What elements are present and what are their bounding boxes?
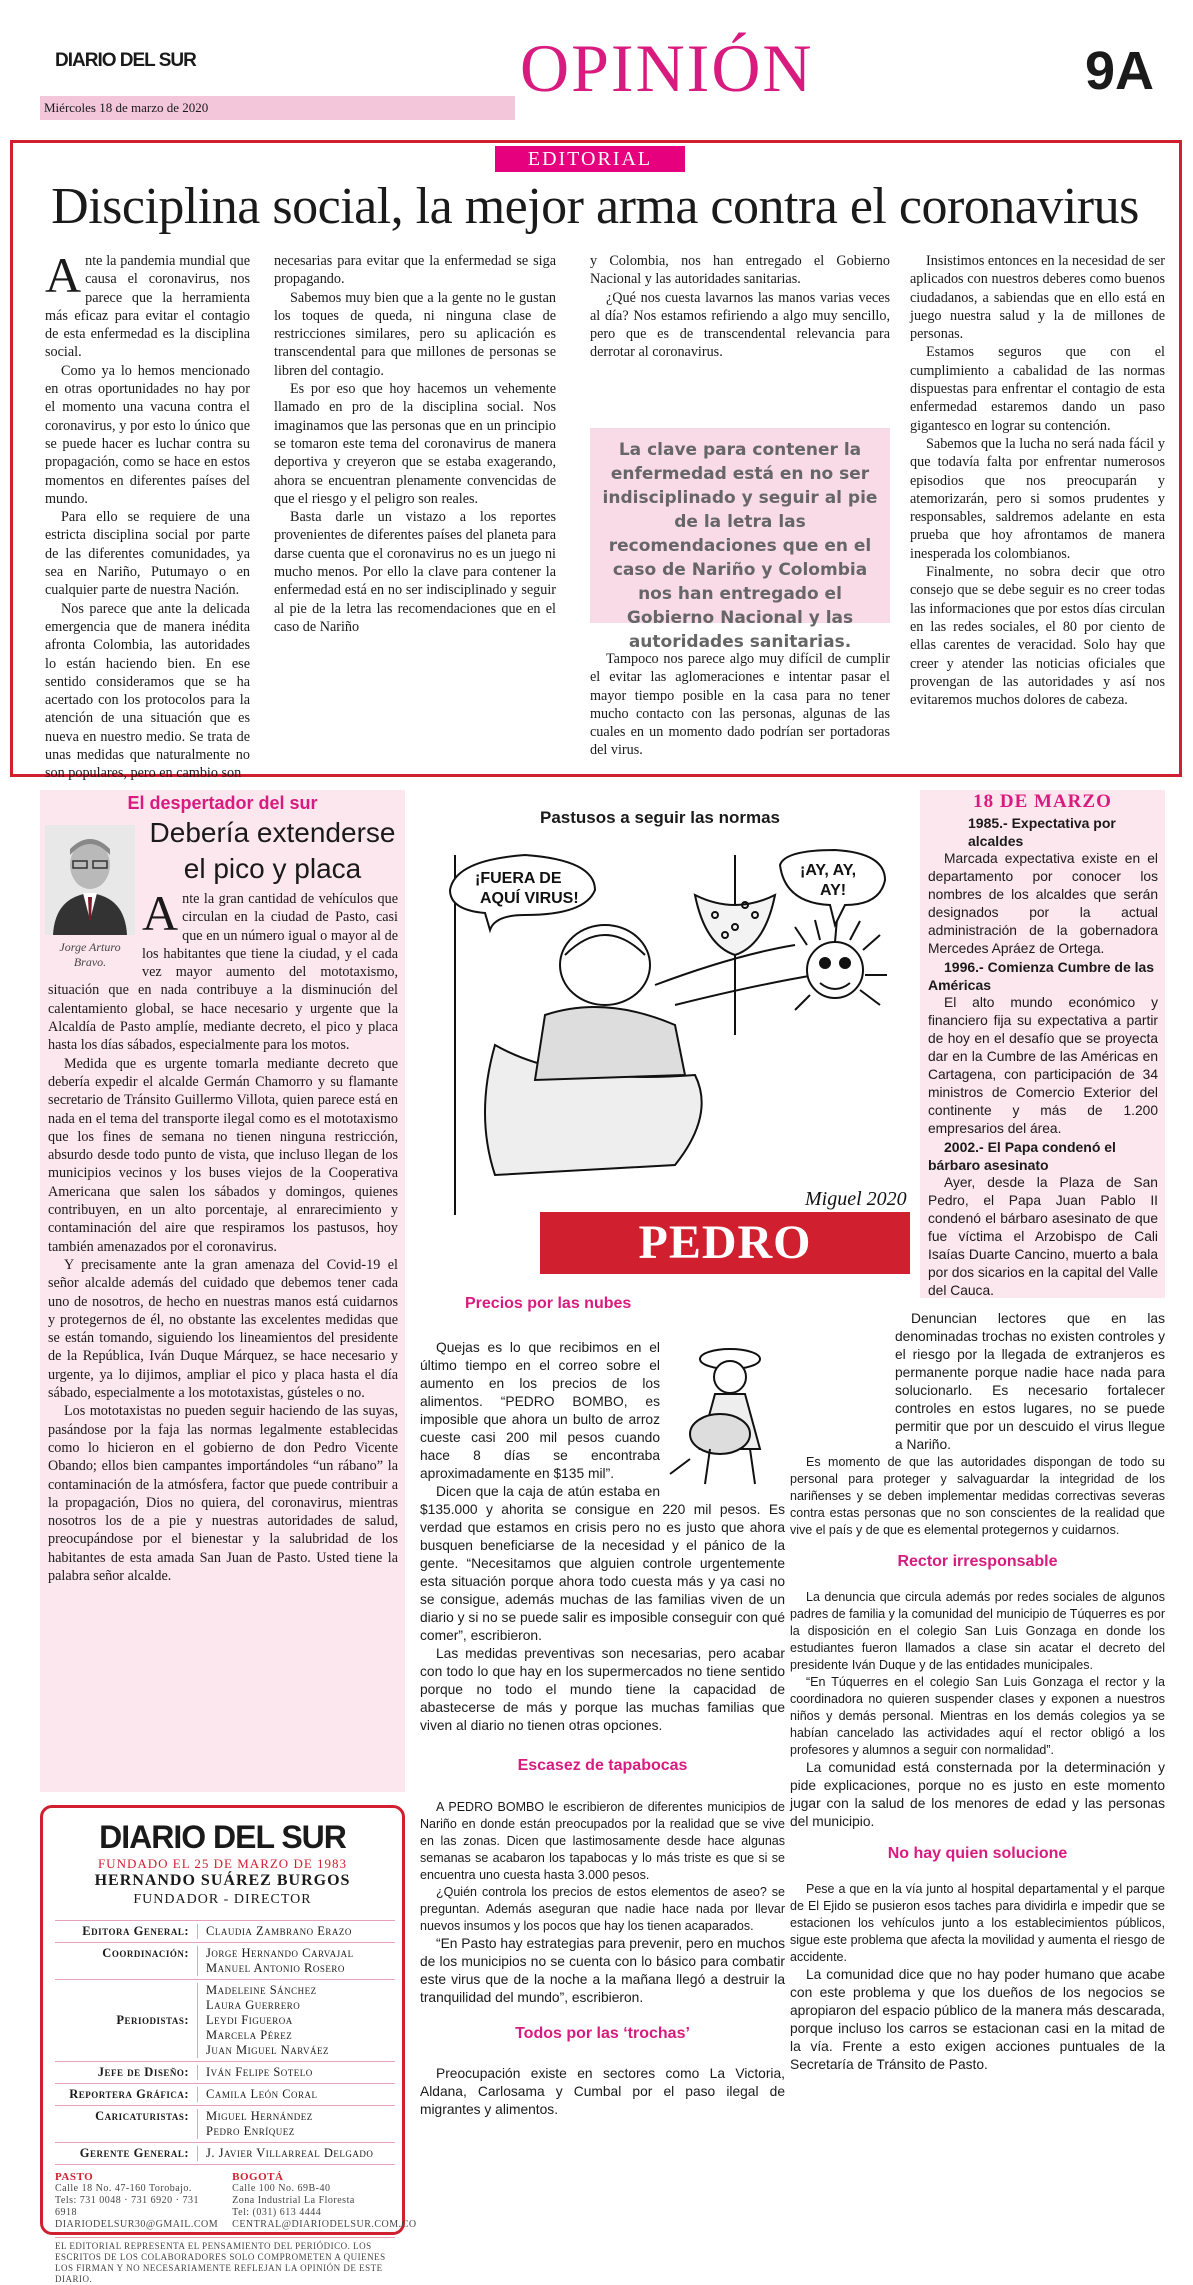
- paragraph: Sabemos que la lucha no será nada fácil y que todavía falta por enfrentar numerosos episodios que nos preocuparán y atemorizarán, pero si somos prudentes y responsables, saldremos adelante en esta prueba que hoy afrontamos de manera inesperada los colombianos.: [910, 435, 1165, 562]
- author-name: Jorge Arturo Bravo.: [59, 940, 121, 969]
- disclaimer: EL EDITORIAL REPRESENTA EL PENSAMIENTO DEL PERIÓDICO. LOS ESCRITOS DE LOS COLABORADORES SOLO COMPROMETEN A QUIENES LOS FIRMAN Y NO NECESARIAMENTE REFLEJAN LA OPINIÓN DE ESTE DIARIO.: [55, 2237, 395, 2285]
- paragraph: Es por eso que hoy hacemos un vehemente llamado en pro de la disciplina social. Nos imaginamos que las personas que en un principio se tomaron este tema del coronavirus de manera deportiva y creyeron que se estaba exagerando, ahora se encuentran plenamente convencidas de que el riesgo y el peligro son reales.: [274, 381, 556, 507]
- history-entries: [928, 814, 1158, 1300]
- editorial-column-1: [45, 247, 250, 783]
- svg-text:¡FUERA DE: ¡FUERA DE: [475, 870, 562, 887]
- staff-names: Jorge Hernando Carvajal Manuel Antonio Rosero: [197, 1946, 395, 1976]
- pedro-bombo-right: [790, 1310, 1165, 2074]
- history-entry-head: 1985.- Expectativa por alcaldes: [968, 815, 1116, 849]
- paragraph: Quejas es lo que recibimos en el último tiempo en el correo sobre el aumento en los precios de los alimentos. “PEDRO BOMBO, es imposible que ahora un bulto de arroz cueste casi 200 mil pesos cuando hace 8 días se encontraba aproximadamente en $135 mil”.: [420, 1340, 660, 1481]
- history-title: 18 DE MARZO: [973, 791, 1112, 812]
- paragraph: La denuncia que circula además por redes sociales de algunos padres de familia y la comunidad del municipio de Túquerres es por la disposición en el colegio San Luis Gonzaga en donde los estudiantes fueron llamados a clase sin acatar el decreto del presidente Iván Duque y de las entidades municipales.: [790, 1590, 1165, 1672]
- paragraph: necesarias para evitar que la enfermedad se siga propagando.: [274, 253, 556, 288]
- subsection-title: Todos por las ‘trochas’: [515, 2025, 690, 2042]
- paragraph: Tampoco nos parece algo muy difícil de cumplir el evitar las aglomeraciones e intentar pasar el mayor tiempo posible en la casa para no tener mucho contacto con las personas, algunas de las cuales en un momento dado podrían ser portadoras del virus.: [590, 651, 890, 759]
- paragraph: La comunidad está consternada por la determinación y pide explicaciones, porque no es justo en este momento jugar con la salud de los menores de edad y las personas del municipio.: [790, 1760, 1165, 1829]
- staff-role: Periodistas:: [116, 2013, 189, 2027]
- paragraph: Finalmente, no sobra decir que otro consejo que se debe seguir es no creer todas las informaciones que por estos días circulan en las redes sociales, el 80 por ciento de ellas carentes de veracidad. Solo hay que creer y atender las noticias oficiales que provengan de las autoridades y así nos evitaremos muchos dolores de cabeza.: [910, 564, 1165, 709]
- history-entry-head: 1996.- Comienza Cumbre de las Américas: [928, 959, 1155, 993]
- svg-text:AY!: AY!: [820, 882, 847, 899]
- paragraph: Estamos seguros que con el cumplimiento a cabalidad de las normas dispuestas para enfrentar el contagio de esta enfermedad estaremos dando un paso gigantesco en lograr su contención.: [910, 344, 1165, 434]
- subsection-title: Escasez de tapabocas: [517, 1757, 688, 1774]
- staff-row: [55, 2061, 395, 2083]
- staff-row: [55, 2105, 395, 2142]
- staff-role: Editora General:: [82, 1924, 189, 1938]
- staff-row: [55, 1942, 395, 1979]
- character-illustration: [660, 1339, 785, 1489]
- staff-names: J. Javier Villarreal Delgado: [197, 2146, 395, 2161]
- staff-role: Gerente General:: [79, 2146, 189, 2160]
- masthead-logo: DIARIO DEL SUR: [55, 50, 196, 71]
- paragraph: Y precisamente ante la gran amenaza del Covid-19 el señor alcalde además del cuidado que debemos tener cada uno de nosotros, de hecho en nuestras manos está cuidarnos y protegernos de él, no obstante las excelentes medidas que se están tomando, siguiendo los lineamientos del presidente de la República, Iván Duque Márquez, se hace necesario y urgente, ya lo dijimos, ampliar el pico y placa hasta el día sábado, especialmente a los mototaxistas, gústeles o no.: [48, 1256, 398, 1402]
- pasto-label: PASTO: [55, 2171, 94, 2183]
- bogota-address: Calle 100 No. 69B-40 Zona Industrial La Floresta Tel: (031) 613 4444 CENTRAL@DIARIODELSUR.COM.CO: [232, 2183, 417, 2230]
- staff-names: Iván Felipe Sotelo: [197, 2065, 395, 2080]
- subsection-title: Rector irresponsable: [897, 1553, 1058, 1570]
- pasto-address: Calle 18 No. 47-160 Torobajo. Tels: 731 0048 · 731 6920 · 731 6918 DIARIODELSUR30@GMAIL.COM: [55, 2183, 219, 2230]
- founder-name: HERNANDO SUÁREZ BURGOS: [94, 1872, 351, 1889]
- editorial-column-3b: [590, 650, 890, 760]
- svg-text:¡AY, AY,: ¡AY, AY,: [800, 862, 857, 879]
- pedro-bombo-left: [420, 1295, 785, 2119]
- paragraph: “En Pasto hay estrategias para prevenir, pero en muchos de los municipios no se cuenta con lo básico para combatir este virus que de la noche a la mañana llegó a destruir la tranquilidad del mundo”, escribieron.: [420, 1936, 785, 2005]
- paragraph: Para ello se requiere de una estricta disciplina social por parte de las diferentes comunidades, ya sea en Nariño, Putumayo o en cualquier parte de nuestra Nación.: [45, 509, 250, 599]
- page-number: 9A: [1085, 41, 1155, 101]
- staff-names: Camila León Coral: [197, 2087, 395, 2102]
- paragraph: Es momento de que las autoridades dispongan de todo su personal para proteger y salvaguardar la integridad de los nariñenses y se deben implementar medidas correctivas severas contra estas personas que no son conscientes de la realidad que vive el país y de que es elemental protegernos y cuidarnos.: [790, 1455, 1165, 1537]
- staff-logo: DIARIO DEL SUR: [99, 1819, 346, 1855]
- staff-role: Coordinación:: [102, 1946, 189, 1960]
- paragraph: Preocupación existe en sectores como La Victoria, Aldana, Carlosama y Cumbal por el paso ilegal de migrantes y alimentos.: [420, 2066, 785, 2117]
- history-entry-text: El alto mundo económico y financiero fija su expectativa a partir de hoy en el desafío que se proyecta dar en la Cumbre de las Américas en Cartagena, con participación de 34 ministros de Comercio Exterior del continente y más de 1.200 empresarios del área.: [928, 995, 1158, 1136]
- editorial-column-3: [590, 252, 890, 362]
- paragraph: Las medidas preventivas son necesarias, pero acabar con todo lo que hay en los supermercados no tiene sentido porque no todo el mundo tiene la capacidad de abastecerse de más y porque las muchas familias que viven al diario no tienen otras opciones.: [420, 1646, 785, 1733]
- paragraph: ¿Qué nos cuesta lavarnos las manos varias veces al día? Nos estamos refiriendo a algo muy sencillo, pero que es de transcendental relevancia para derrotar al coronavirus.: [590, 289, 890, 361]
- paragraph: Sabemos muy bien que a la gente no le gustan los toques de queda, ni ninguna clase de restricciones similares, pero su aplicación es transcendental para que millones de personas se libren del contagio.: [274, 289, 556, 379]
- bogota-label: BOGOTÁ: [232, 2171, 284, 2183]
- column-title: El despertador del sur: [127, 793, 318, 813]
- subsection-title: No hay quien solucione: [887, 1845, 1068, 1862]
- paragraph: Pese a que en la vía junto al hospital departamental y el parque de El Ejido se pusieron esos taches para dividirla e impedir que se estacionen los vehículos junto a los establecimientos públicos, sigue este problema que afecta la movilidad y aumenta el riesgo de accidente.: [790, 1882, 1165, 1964]
- dropcap: A: [142, 885, 179, 941]
- paragraph: ¿Quién controla los precios de estos elementos de aseo? se preguntan. Además aseguran que nadie hace nada por llevar nuevos insumos y los pocos que hay los tienen acaparados.: [420, 1885, 785, 1933]
- dropcap: A: [45, 247, 82, 303]
- paragraph: A PEDRO BOMBO le escribieron de diferentes municipios de Nariño en donde están preocupados por la realidad que se vive en las zonas. Dicen que lastimosamente desde hace algunas semanas se acabaron los tapabocas y lo más triste es que si se encuentra uno cuesta hasta 3.000 pesos.: [420, 1800, 785, 1882]
- staff-role: Caricaturistas:: [95, 2109, 189, 2123]
- history-entry-head: 2002.- El Papa condenó el bárbaro asesinato: [928, 1139, 1116, 1173]
- column-headline: Debería extenderse el pico y placa: [149, 817, 396, 884]
- paragraph: Dicen que la caja de atún estaba en $135.000 y ahorita se consigue en 220 mil pesos. Es verdad que estamos en crisis pero no es justo que ahora busquen beneficiarse de la necesidad y el pánico de la gente. “Necesitamos que alguien controle urgentemente esta situación porque ahora todo cuesta más y ya casi no se consigue, además muchas de las familias viven de un diario y si no se puede salir es imposible conseguir con qué comer”, escribieron.: [420, 1484, 785, 1643]
- paragraph: Basta darle un vistazo a los reportes provenientes de diferentes países del planeta para darse cuenta que el coronavirus no es un juego ni mucho menos. Por ello la clave para contener la enfermedad está en no ser indisciplinado y seguir al pie de la letra las recomendaciones que en el caso de Nariño: [274, 509, 556, 635]
- section-title: OPINIÓN: [520, 30, 814, 106]
- staff-role: Jefe de Diseño:: [97, 2065, 189, 2079]
- history-entry-text: Ayer, desde la Plaza de San Pedro, el Papa Juan Pablo II condenó el bárbaro asesinato de que fue víctima el Arzobispo de Cali Isaías Duarte Cancino, muerto a bala por dos sicarios en la capital del Valle del Cauca.: [928, 1175, 1158, 1298]
- editorial-column-4: [910, 252, 1165, 709]
- staff-names: Claudia Zambrano Erazo: [197, 1924, 395, 1939]
- staff-row: [55, 1920, 395, 1942]
- paragraph: Nos parece que ante la delicada emergencia que de manera inédita afronta Colombia, las autoridades lo están haciendo bien. En ese sentido consideramos que se ha acertado con los protocolos para la atención de una situación que es nueva en nuestro medio. Se trata de unas medidas que naturalmente no son populares, pero en cambio son: [45, 600, 250, 782]
- paragraph: y Colombia, nos han entregado el Gobierno Nacional y las autoridades sanitarias.: [590, 253, 890, 288]
- svg-text:AQUÍ VIRUS!: AQUÍ VIRUS!: [480, 890, 579, 907]
- staff-row: [55, 2083, 395, 2105]
- editorial-tag: EDITORIAL: [495, 146, 685, 172]
- column-body: [48, 885, 398, 1585]
- staff-role: Reportera Gráfica:: [69, 2087, 189, 2101]
- editorial-headline: Disciplina social, la mejor arma contra el coronavirus: [51, 178, 1139, 235]
- issue-date: Miércoles 18 de marzo de 2020: [40, 96, 515, 120]
- addresses: [55, 2171, 417, 2231]
- paragraph: Los mototaxistas no pueden seguir haciendo de las suyas, pasándose por la faja las normas legalmente establecidas como lo hicieron en el gobierno de don Pedro Vicente Obando; ellos bien campantes importándoles “un rábano” la contaminación de la atmósfera, factor que puede contribuir a la propagación, Dios no quiera, del coronavirus, mientras nosotros los de a pie y nuestras autoridades de salud, preocupándose por el bienestar y la salubridad de los habitantes de esta amada San Juan de Pasto. Usted tiene la palabra señor alcalde.: [48, 1403, 398, 1584]
- paragraph: La comunidad dice que no hay poder humano que acabe con este problema y que los dueños de los negocios se apropiaron del espacio público de la manera más descarada, porque incluso los carros se estacionan casi en la mitad de la vía. Frente a esto exigen acciones puntuales de la Secretaría de Tránsito de Pasto.: [790, 1967, 1165, 2072]
- subsection-title: Precios por las nubes: [465, 1295, 632, 1312]
- pull-quote: La clave para contener la enfermedad está en no ser indisciplinado y seguir al pie de la letra las recomendaciones que en el caso de Nariño y Colombia nos han entregado el Gobierno Nacional y las autoridades sanitarias.: [590, 428, 890, 623]
- cartoon-title: Pastusos a seguir las normas: [540, 808, 780, 827]
- editorial-column-2: [270, 252, 560, 636]
- paragraph: Medida que es urgente tomarla mediante decreto que debería expedir el alcalde Germán Chamorro y su flamante secretario de Tránsito Guillermo Villota, quien parece está en nada en el tema del transporte ilegal como es el mototaxismo que los fines de semana no tienen ninguna restricción, absurdo desde todo punto de vista, que incluso llegan de los municipios vecinos y los buses viejos de la Cooperativa Americana que salen los sábados y domingos, quienes contribuyen, en un alto porcentaje, al enrarecimiento y contaminación del aire que respiramos los pastusos, hoy también amenazados por el coronavirus.: [48, 1055, 398, 1255]
- staff-names: Miguel Hernández Pedro Enríquez: [197, 2109, 395, 2139]
- founded-date: FUNDADO EL 25 DE MARZO DE 1983: [97, 1856, 348, 1871]
- founder-role: FUNDADOR - DIRECTOR: [133, 1892, 312, 1907]
- staff-row: [55, 1979, 395, 2061]
- paragraph: Como ya lo hemos mencionado en otras oportunidades no hay por el momento una vacuna contra el coronavirus, y por esto lo único que se puede hacer es luchar contra su propagación, como se hace en estos momentos en diferentes países del mundo.: [45, 362, 250, 507]
- staff-names: Madeleine Sánchez Laura Guerrero Leydi Figueroa Marcela Pérez Juan Miguel Narváez: [197, 1983, 395, 2058]
- cartoon-illustration: [435, 835, 910, 1220]
- svg-text:Miguel 2020: Miguel 2020: [805, 1188, 907, 1210]
- staff-row: [55, 2142, 395, 2165]
- history-entry-text: Marcada expectativa existe en el departamento por conocer los nombres de los alcaldes que serán designados por la actual administración de la gobernadora Mercedes Apráez de Ortega.: [928, 851, 1158, 956]
- paragraph: Denuncian lectores que en las denominadas trochas no existen controles y el riesgo por la llegada de extranjeros es permanente porque nadie hace nada para solucionarlo. Es necesario fortalecer controles en estos lugares, no se puede permitir que por un descuido el virus llegue a Nariño.: [895, 1311, 1165, 1452]
- paragraph: “En Túquerres en el colegio San Luis Gonzaga el rector y la coordinadora no quieren suspender clases y exponen a nuestros niños y demás personal. Mientras en los demás colegios ya se habían cancelado las actividades aquí el rector obligó a los profesores y alumnos a seguir con normalidad”.: [790, 1675, 1165, 1757]
- section-banner: PEDRO BOMBO: [540, 1212, 910, 1274]
- paragraph: Insistimos entonces en la necesidad de ser aplicados con nuestros deberes como buenos ciudadanos, a sabiendas que en ello está en juego nuestra salud y la de millones de personas.: [910, 253, 1165, 343]
- paragraph: nte la gran cantidad de vehículos que circulan en la ciudad de Pasto, casi que en un número igual o mayor al de los habitantes que tiene la ciudad, y el cada vez mayor aumento del mototaxismo, situación que en nada contribuye a la disminución del calentamiento global, se hace necesario y urgente que la Alcaldía de Pasto amplíe, mediante decreto, el pico y placa hasta los días sábados, especialmente para los motos.: [48, 891, 398, 1054]
- staff-table: [55, 1920, 417, 2285]
- paragraph: nte la pandemia mundial que causa el coronavirus, nos parece que la herramienta más eficaz para evitar el contagio de esta enfermedad es la disciplina social.: [45, 253, 250, 361]
